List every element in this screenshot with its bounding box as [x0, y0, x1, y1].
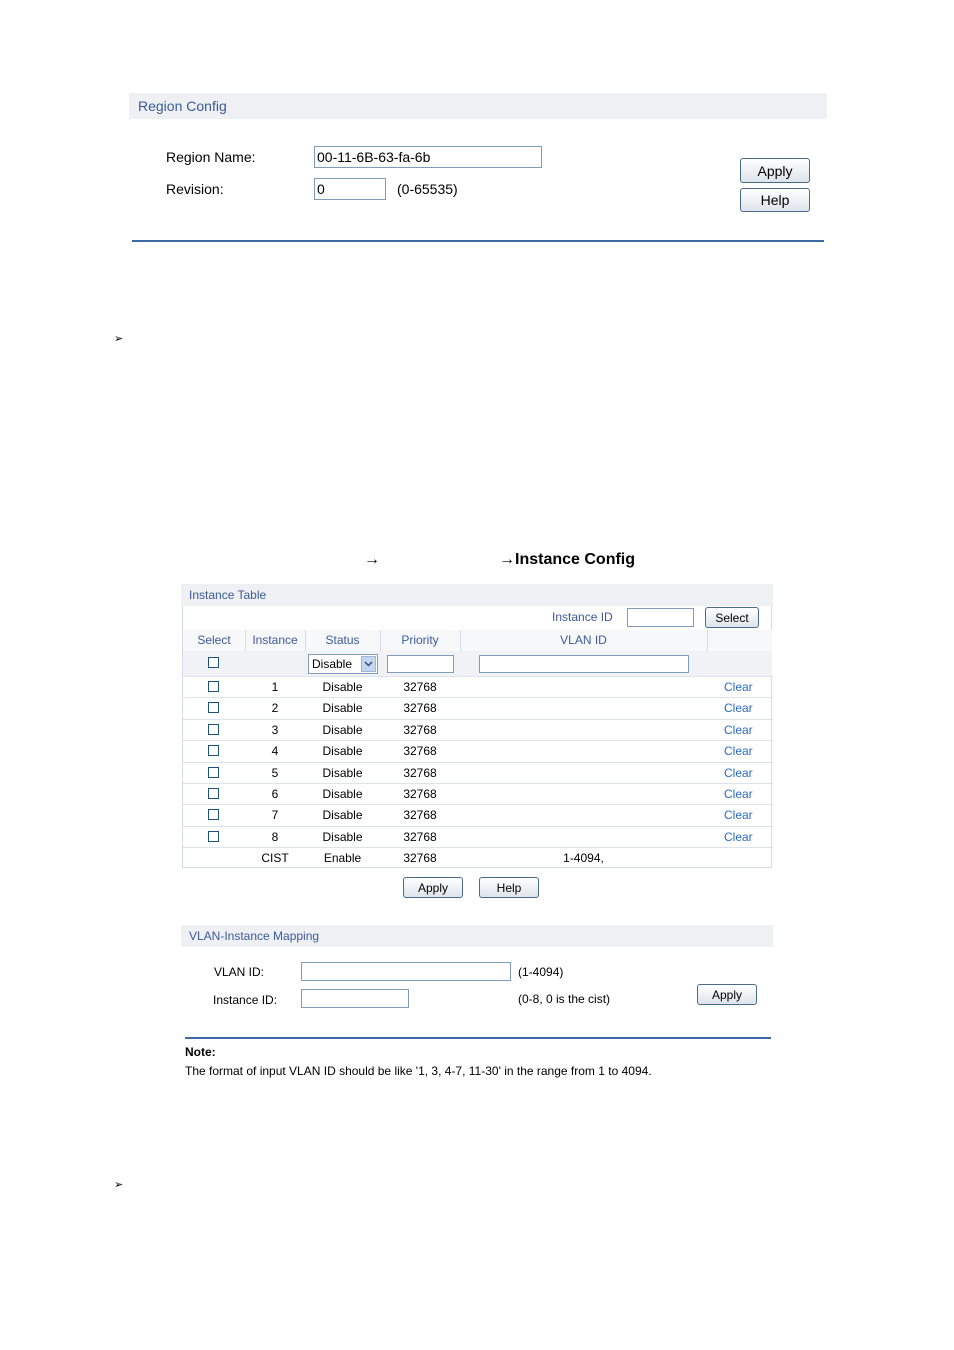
row-instance: 5: [271, 765, 279, 780]
vlan-id-input[interactable]: [301, 962, 511, 981]
instance-id-search-label: Instance ID: [552, 610, 613, 624]
row-select-checkbox[interactable]: [208, 681, 219, 692]
chevron-down-icon: [361, 656, 376, 672]
row-status: Disable: [322, 808, 363, 823]
status-select-value: Disable: [312, 657, 353, 671]
note-text: The format of input VLAN ID should be like '1, 3, 4-7, 11-30' in the range from 1 to 4094.: [185, 1064, 652, 1078]
row-clear-link[interactable]: Clear: [724, 722, 753, 737]
row-clear-link[interactable]: Clear: [724, 765, 753, 780]
row-select-checkbox[interactable]: [208, 809, 219, 820]
row-clear-link[interactable]: Clear: [724, 744, 753, 759]
row-divider: [183, 826, 773, 827]
row-select-checkbox[interactable]: [208, 831, 219, 842]
region-name-label: Region Name:: [166, 149, 256, 165]
row-status: Disable: [322, 765, 363, 780]
row-instance: 8: [271, 829, 279, 844]
row-priority: 32768: [403, 765, 437, 780]
nav-caption-current: [499, 551, 635, 569]
row-status: Disable: [322, 722, 363, 737]
row-select-checkbox[interactable]: [208, 788, 219, 799]
row-status: Disable: [322, 701, 363, 716]
row-priority: 32768: [403, 808, 437, 823]
row-instance: 2: [271, 701, 279, 716]
row-priority: 32768: [403, 680, 437, 694]
row-priority: 32768: [403, 701, 437, 716]
cist-status: Enable: [323, 851, 362, 865]
status-select[interactable]: [308, 654, 378, 674]
region-name-input[interactable]: [314, 146, 542, 168]
instance-id-label: Instance ID:: [213, 993, 278, 1007]
row-divider: [183, 719, 773, 720]
row-select-checkbox[interactable]: [208, 724, 219, 735]
row-priority: 32768: [403, 744, 437, 759]
nav-arrow-1: →: [364, 551, 380, 568]
revision-range: (0-65535): [397, 181, 458, 197]
row-divider: [183, 740, 773, 741]
cist-vlan: 1-4094,: [563, 851, 604, 865]
row-priority: 32768: [403, 787, 437, 801]
bullet-marker-1: ➢: [114, 333, 124, 345]
row-instance: 1: [271, 680, 279, 694]
col-header-status: Status: [325, 633, 360, 647]
row-select-checkbox[interactable]: [208, 745, 219, 756]
revision-input[interactable]: [314, 178, 386, 200]
row-status: Disable: [322, 829, 363, 844]
vlan-edit-input[interactable]: [479, 655, 689, 673]
col-header-instance: Instance: [252, 633, 298, 647]
instance-id-search-input[interactable]: [627, 608, 694, 627]
row-priority: 32768: [403, 829, 437, 844]
row-select-checkbox[interactable]: [208, 767, 219, 778]
row-select-checkbox[interactable]: [208, 702, 219, 713]
instance-id-input[interactable]: [301, 989, 409, 1008]
row-instance: 6: [271, 787, 279, 801]
col-header-select: Select: [197, 633, 231, 647]
instance-table-title: Instance Table: [189, 588, 267, 602]
region-help-button[interactable]: Help: [740, 188, 810, 212]
row-clear-link[interactable]: Clear: [724, 787, 753, 801]
row-status: Disable: [322, 787, 363, 801]
row-divider: [183, 847, 773, 848]
row-instance: 4: [271, 744, 279, 759]
nav-current-page: Instance Config: [515, 551, 636, 568]
region-apply-button[interactable]: Apply: [740, 158, 810, 183]
mapping-apply-button[interactable]: Apply: [697, 984, 757, 1005]
instance-id-range: (0-8, 0 is the cist): [518, 992, 611, 1006]
region-config-divider: [132, 240, 824, 242]
priority-edit-input[interactable]: [387, 655, 454, 673]
row-divider: [183, 697, 773, 698]
nav-arrow-2: →: [499, 551, 515, 568]
note-title: Note:: [185, 1045, 216, 1059]
row-instance: 3: [271, 722, 279, 737]
region-config-header: [129, 93, 827, 119]
row-status: Disable: [322, 680, 363, 694]
vlan-mapping-header: [181, 925, 773, 947]
row-divider: [183, 762, 773, 763]
row-instance: 7: [271, 808, 279, 823]
row-clear-link[interactable]: Clear: [724, 701, 753, 716]
instance-select-button[interactable]: Select: [705, 607, 759, 628]
row-clear-link[interactable]: Clear: [724, 808, 753, 823]
row-priority: 32768: [403, 722, 437, 737]
revision-label: Revision:: [166, 181, 224, 197]
row-clear-link[interactable]: Clear: [724, 829, 753, 844]
col-header-priority: Priority: [401, 633, 439, 647]
vlan-id-label: VLAN ID:: [214, 965, 265, 979]
bullet-marker-2: ➢: [114, 1179, 124, 1191]
row-divider: [183, 804, 773, 805]
row-status: Disable: [322, 744, 363, 759]
instance-help-button[interactable]: Help: [479, 877, 539, 898]
row-clear-link[interactable]: Clear: [724, 680, 753, 694]
vlan-id-range: (1-4094): [518, 965, 564, 979]
select-all-checkbox[interactable]: [208, 657, 219, 668]
vlan-mapping-title: VLAN-Instance Mapping: [189, 929, 320, 943]
col-header-vlan-id: VLAN ID: [560, 633, 607, 647]
instance-table-header: [181, 584, 773, 606]
cist-instance: CIST: [261, 851, 289, 865]
cist-priority: 32768: [403, 851, 437, 865]
vlan-mapping-divider: [185, 1037, 771, 1039]
region-config-title: Region Config: [138, 98, 227, 114]
instance-apply-button[interactable]: Apply: [403, 877, 463, 898]
row-divider: [183, 676, 773, 677]
row-divider: [183, 783, 773, 784]
